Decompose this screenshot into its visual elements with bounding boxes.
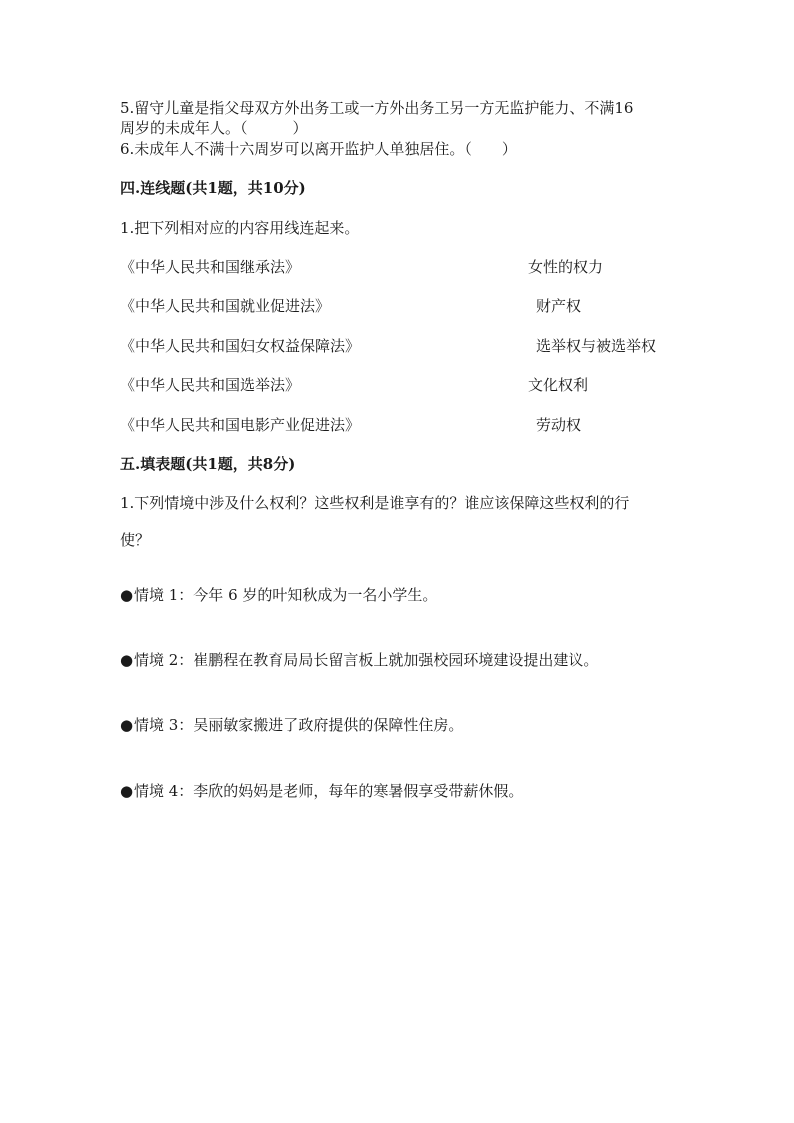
scenario-text: 情境 1：今年 6 岁的叶知秋成为一名小学生。 [134, 586, 438, 604]
match-left-item: 《中华人民共和国妇女权益保障法》 [120, 337, 361, 355]
bullet-icon: ● [120, 651, 134, 669]
scenario-item [120, 715, 463, 735]
bullet-icon: ● [120, 716, 134, 734]
section-5-question-line2: 使？ [120, 531, 151, 549]
match-left-item: 《中华人民共和国电影产业促进法》 [120, 416, 361, 434]
tf-question-6: 6.未成年人不满十六周岁可以离开监护人单独居住。（ ） [120, 140, 517, 158]
scenario-text: 情境 4：李欣的妈妈是老师，每年的寒暑假享受带薪休假。 [134, 782, 524, 800]
section-4-question: 1.把下列相对应的内容用线连起来。 [120, 219, 360, 237]
match-right-item: 选举权与被选举权 [536, 337, 657, 355]
tf-question-5-line1: 5.留守儿童是指父母双方外出务工或一方外出务工另一方无监护能力、不满16 [120, 99, 634, 117]
scenario-text: 情境 3：吴丽敏家搬进了政府提供的保障性住房。 [134, 716, 464, 734]
bullet-icon: ● [120, 782, 134, 800]
match-right-item: 劳动权 [536, 416, 582, 434]
section-5-question-line1: 1.下列情境中涉及什么权利？这些权利是谁享有的？谁应该保障这些权利的行 [120, 494, 630, 512]
bullet-icon: ● [120, 586, 134, 604]
match-right-item: 财产权 [536, 297, 582, 315]
scenario-text: 情境 2：崔鹏程在教育局局长留言板上就加强校园环境建设提出建议。 [134, 651, 599, 669]
tf-question-5-line2: 周岁的未成年人。（ ） [120, 119, 308, 137]
section-4-heading: 四.连线题(共1题，共10分) [120, 179, 306, 197]
match-right-item: 女性的权力 [528, 258, 604, 276]
scenario-item [120, 781, 523, 801]
scenario-item [120, 585, 437, 605]
match-left-item: 《中华人民共和国就业促进法》 [120, 297, 331, 315]
section-5-heading: 五.填表题(共1题，共8分) [120, 455, 296, 473]
scenario-item [120, 650, 598, 670]
match-left-item: 《中华人民共和国选举法》 [120, 376, 301, 394]
match-right-item: 文化权利 [528, 376, 589, 394]
match-left-item: 《中华人民共和国继承法》 [120, 258, 301, 276]
